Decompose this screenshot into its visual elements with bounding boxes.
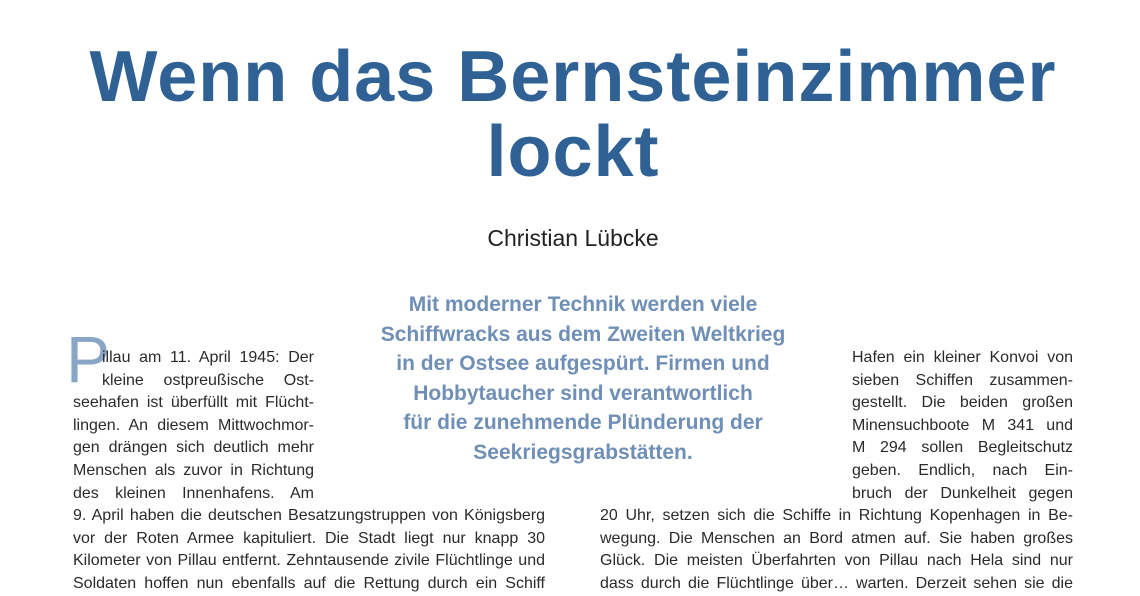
drop-cap: P: [66, 322, 111, 396]
lead-line: Seekriegsgrabstätten.: [473, 440, 693, 464]
body-line: 9. April haben die deutschen Besatzungstruppen von Königsberg: [73, 507, 545, 524]
body-line: vor der Roten Armee kapituliert. Die Stadt liegt nur knapp 30: [73, 530, 545, 547]
title-line-2: lockt: [486, 112, 660, 192]
body-line: dass durch die Flüchtlinge über… warten. Derzeit sehen sie die: [600, 575, 1073, 592]
body-line: kleine ostpreußische Ost-: [102, 372, 314, 389]
body-line: seehafen ist überfüllt mit Flücht-: [73, 394, 314, 411]
body-line: sieben Schiffen zusammen-: [852, 372, 1073, 389]
body-line: Hafen ein kleiner Konvoi von: [852, 349, 1073, 366]
body-line: Soldaten hoffen nun ebenfalls auf die Rettung durch ein Schiff: [73, 575, 545, 592]
lead-line: in der Ostsee aufgespürt. Firmen und: [396, 352, 770, 375]
body-line: geben. Endlich, nach Ein-: [852, 462, 1073, 479]
lead-line: Mit moderner Technik werden viele: [408, 293, 758, 316]
body-line: Menschen als zuvor in Richtung: [73, 462, 314, 479]
lead-line: Hobbytaucher sind verantwortlich: [413, 381, 753, 405]
body-line: bruch der Dunkelheit gegen: [852, 485, 1073, 502]
body-line: M 294 sollen Begleitschutz: [852, 439, 1073, 456]
author-byline: Christian Lübcke: [487, 225, 659, 251]
article-title: [0, 37, 1140, 192]
body-line: Glück. Die meisten Überfahrten von Pillau nach Hela sind nur: [600, 552, 1073, 569]
body-line: des kleinen Innenhafens. Am: [73, 485, 314, 502]
body-line: gen drängen sich deutlich mehr: [73, 439, 314, 456]
title-line-1: Wenn das Bernsteinzimmer: [89, 37, 1057, 117]
body-line: lingen. An diesem Mittwochmor-: [73, 417, 314, 434]
body-line: Kilometer von Pillau entfernt. Zehntausende zivile Flüchtlinge und: [73, 552, 545, 569]
body-line: illau am 11. April 1945: Der: [102, 349, 314, 366]
lead-paragraph: [356, 290, 810, 467]
body-line: gestellt. Die beiden großen: [852, 394, 1073, 411]
body-line: Minensuchboote M 341 und: [852, 417, 1073, 434]
body-line: wegung. Die Menschen an Bord atmen auf. Sie haben großes: [600, 530, 1073, 547]
body-line: 20 Uhr, setzen sich die Schiffe in Richtung Kopenhagen in Be-: [600, 507, 1073, 524]
lead-line: für die zunehmende Plünderung der: [403, 411, 763, 434]
lead-line: Schiffwracks aus dem Zweiten Weltkrieg: [380, 322, 786, 346]
